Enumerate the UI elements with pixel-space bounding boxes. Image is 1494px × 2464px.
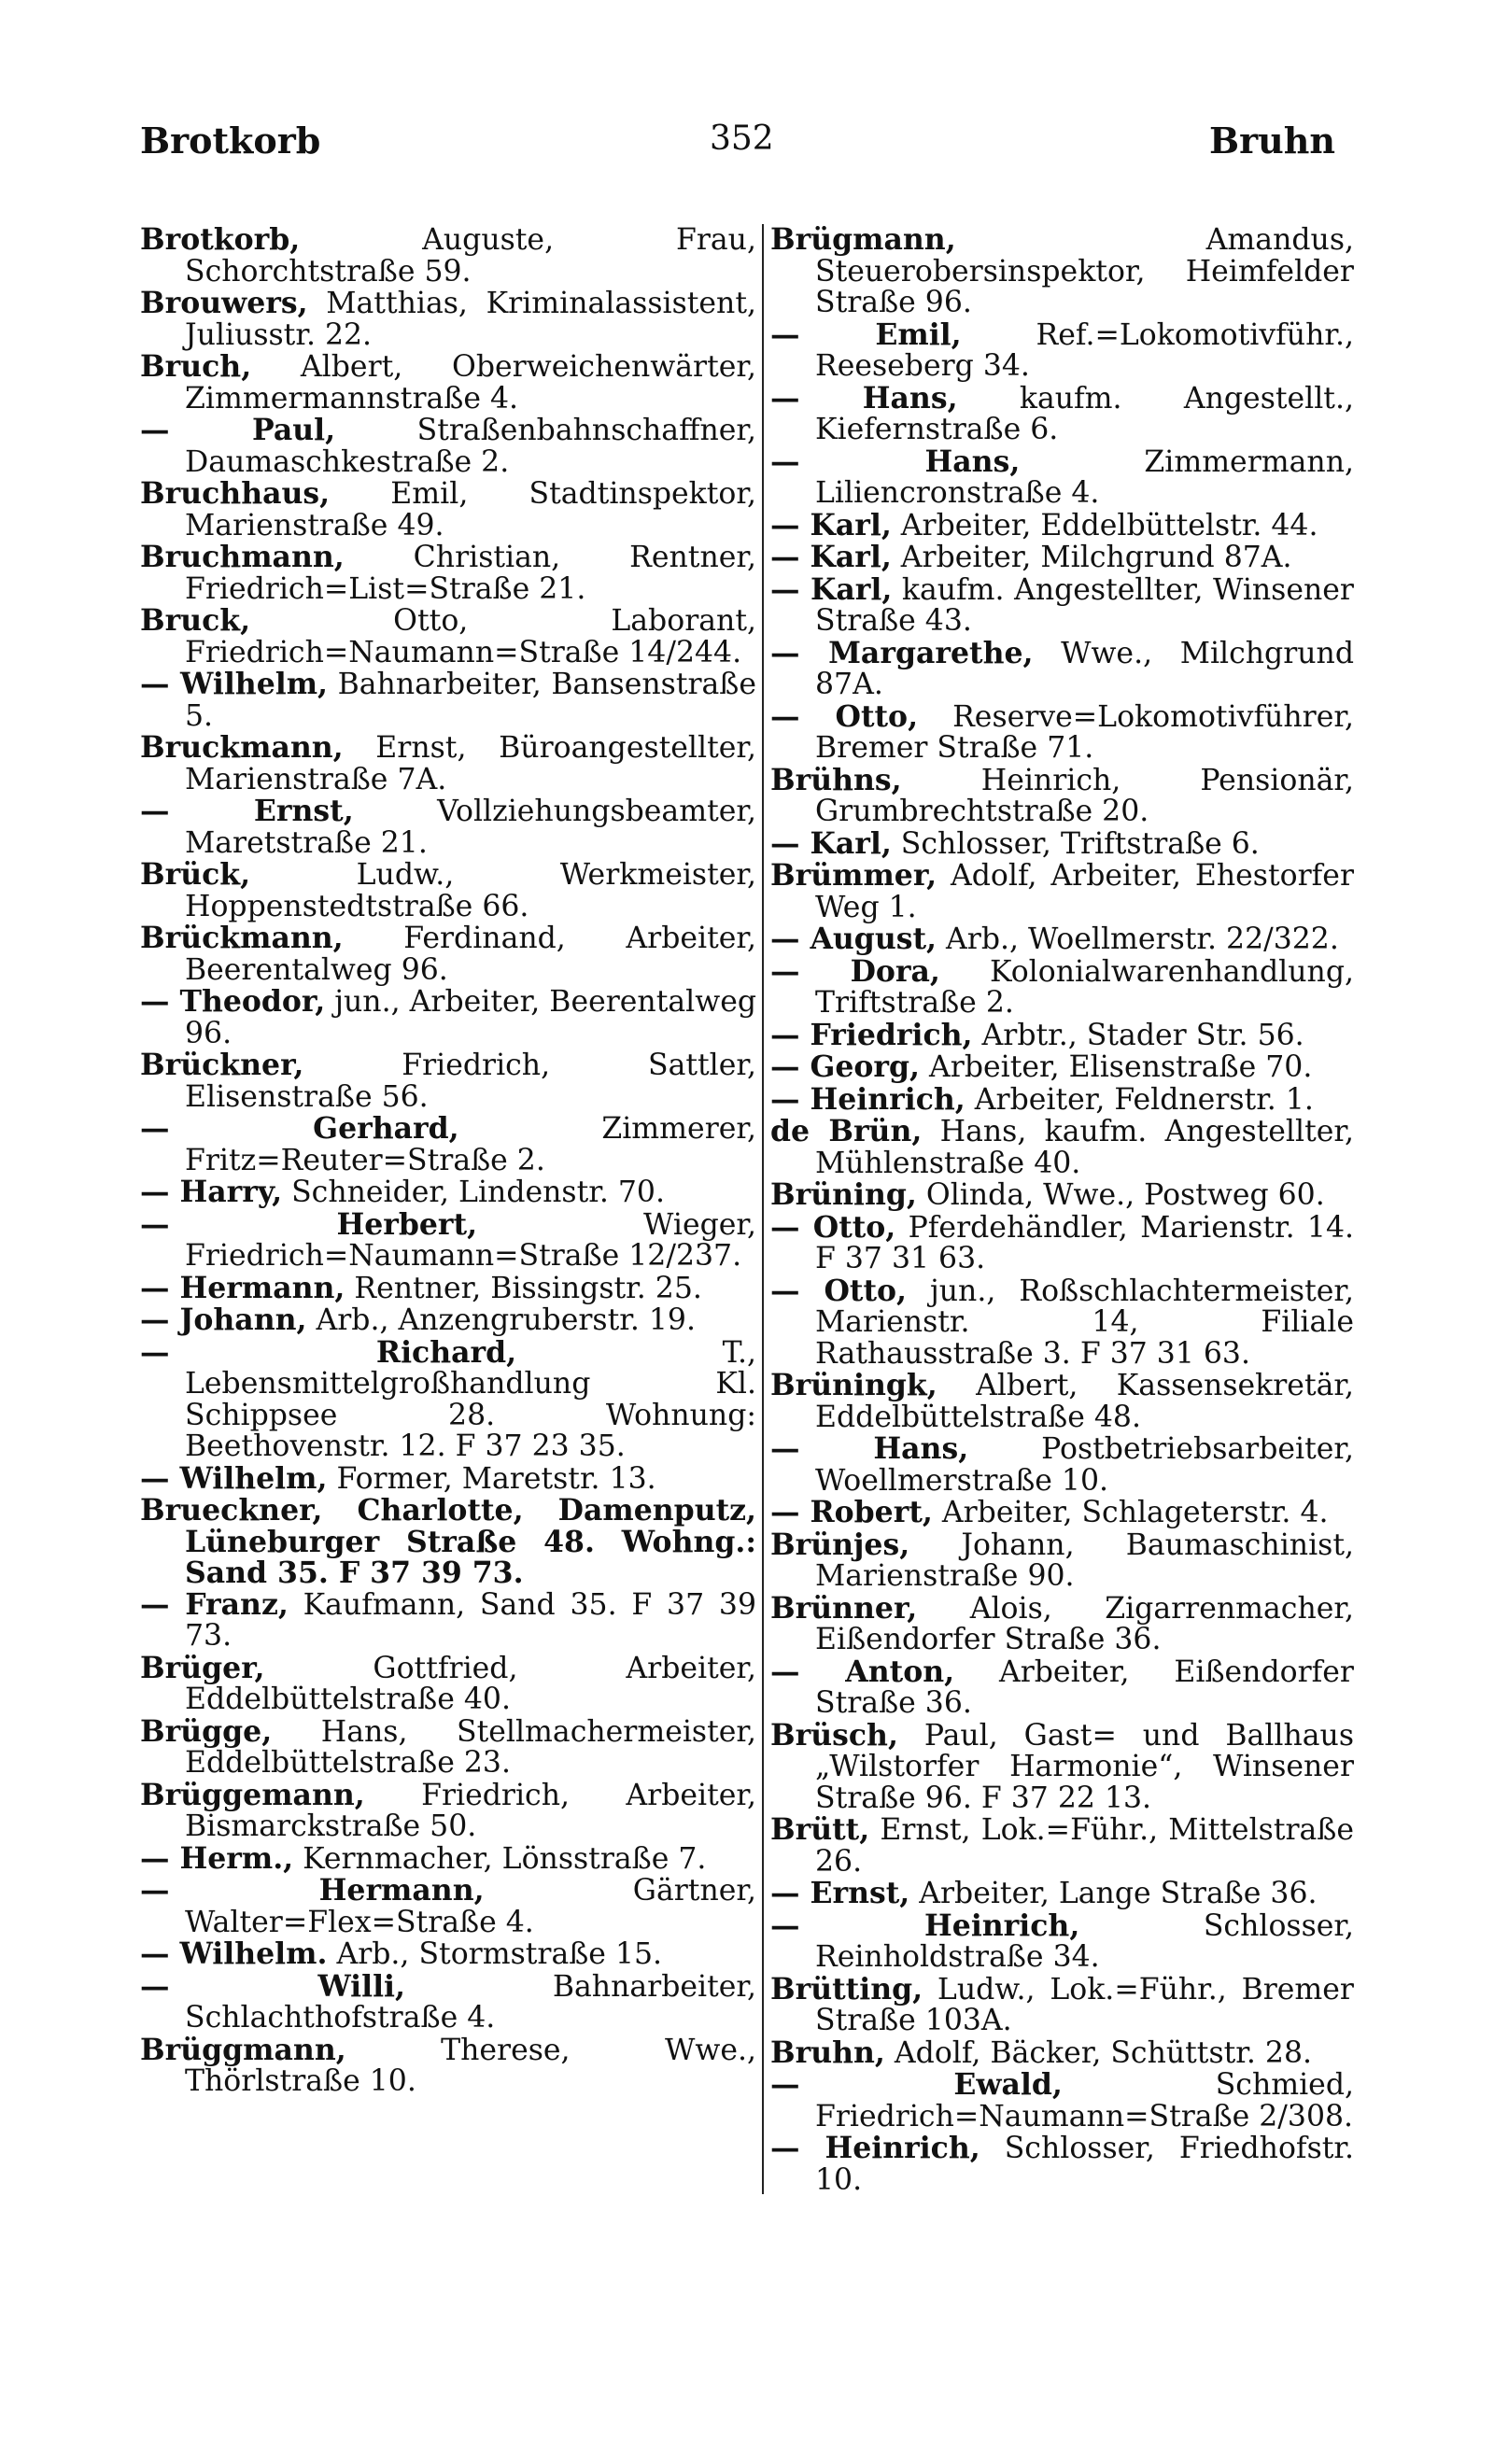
directory-entry	[770, 1051, 1354, 1084]
directory-entry	[140, 478, 756, 542]
entry-details: Arbeiter, Eißendorfer Straße 36.	[815, 1654, 1354, 1720]
directory-entry	[770, 1529, 1354, 1593]
directory-entry	[770, 762, 1354, 828]
entry-details: Olinda, Wwe., Postweg 60.	[916, 1178, 1325, 1212]
directory-entry	[770, 1081, 1354, 1117]
entry-details: Vollziehungsbeamter, Maretstraße 21.	[185, 795, 756, 860]
entry-details: Paul, Gast= und Ballhaus „Wilstorfer Harmonie“, Winsener Straße 96. F 37 22 13.	[815, 1718, 1354, 1815]
entry-details: Arbeiter, Milchgrund 87A.	[891, 541, 1292, 574]
directory-entry	[140, 796, 756, 859]
entry-details: Ferdinand, Arbeiter, Beerentalweg 96.	[185, 922, 756, 987]
directory-entry	[140, 669, 756, 732]
entry-details: Arbeiter, Lange Straße 36.	[909, 1877, 1318, 1910]
entry-details: Kaufmann, Sand 35. F 37 39 73.	[185, 1587, 756, 1653]
column-divider	[762, 224, 764, 2194]
entry-name: — Theodor,	[140, 984, 326, 1019]
entry-name: Brühns,	[770, 762, 902, 797]
entry-name: — Otto,	[770, 698, 919, 734]
entry-name: — Ewald,	[770, 2067, 1063, 2102]
entry-details: Amandus, Steuerobersinspektor, Heimfelder Straße 96.	[815, 224, 1354, 319]
entry-details: Hans, kaufm. Angestellter, Mühlenstraße 40.	[815, 1115, 1354, 1180]
entry-name: — Hans,	[770, 1431, 969, 1466]
entry-details: Bahnarbeiter, Bansenstraße 5.	[185, 668, 756, 733]
entry-name: — Hermann,	[140, 1873, 485, 1908]
directory-entry	[140, 1334, 756, 1463]
entry-details: Former, Maretstr. 13.	[327, 1461, 656, 1496]
entry-name: — Hermann,	[140, 1270, 345, 1305]
directory-entry	[770, 507, 1354, 542]
entry-details: Postbetriebsarbeiter, Woellmerstraße 10.	[815, 1432, 1354, 1498]
entry-name: — Hans,	[770, 444, 1021, 479]
entry-name: — Robert,	[770, 1495, 933, 1529]
entry-name: Brügge,	[140, 1713, 273, 1749]
entry-name: Brüger,	[140, 1650, 265, 1685]
directory-entry	[140, 1713, 756, 1780]
entry-name: Bruckmann,	[140, 730, 344, 765]
entry-details: Schlosser, Reinholdstraße 34.	[815, 1908, 1354, 1974]
entry-name: — Franz,	[140, 1586, 289, 1622]
entry-name: Brouwers,	[140, 286, 308, 320]
directory-entry	[140, 1968, 756, 2035]
entry-details: Johann, Baumaschinist, Marienstraße 90.	[815, 1528, 1354, 1593]
directory-entry	[140, 351, 756, 415]
entry-details: Ernst, Büroangestellter, Marienstraße 7A.	[185, 731, 756, 796]
page-header	[140, 120, 1335, 185]
entry-name: Brümmer,	[770, 858, 937, 893]
directory-entry	[770, 2133, 1354, 2196]
directory-entry	[770, 1971, 1354, 2037]
entry-name: Bruck,	[140, 603, 251, 638]
entry-details: Pferdehändler, Marienstr. 14. F 37 31 63.	[815, 1210, 1354, 1275]
entry-name: — Karl,	[770, 825, 892, 861]
entry-name: — Otto,	[770, 1209, 896, 1245]
entry-name: Brütting,	[770, 1971, 923, 2006]
entry-details: Kolonialwarenhandlung, Triftstraße 2.	[815, 954, 1354, 1020]
entry-name: Brück,	[140, 857, 251, 892]
entry-name: Bruch,	[140, 349, 252, 384]
entry-name: — Anton,	[770, 1654, 955, 1689]
directory-entry	[770, 635, 1354, 701]
directory-entry	[140, 288, 756, 351]
directory-entry	[140, 1270, 756, 1305]
directory-entry	[140, 1113, 756, 1176]
entry-details: Schneider, Lindenstr. 70.	[282, 1176, 665, 1209]
entry-name: Brotkorb,	[140, 224, 301, 257]
directory-entry	[770, 698, 1354, 765]
directory-entry	[770, 953, 1354, 1020]
entry-name: Bruchmann,	[140, 540, 345, 574]
directory-entry	[770, 825, 1354, 861]
entry-details: Alois, Zigarrenmacher, Eißendorfer Straße 36.	[815, 1591, 1354, 1656]
entry-details: Gärtner, Walter=Flex=Straße 4.	[185, 1874, 756, 1939]
directory-entry	[770, 860, 1354, 923]
entry-details: kaufm. Angestellter, Winsener Straße 43.	[815, 572, 1354, 638]
entry-details: Arb., Woellmerstr. 22/322.	[937, 922, 1339, 956]
directory-entry	[770, 1209, 1354, 1275]
entry-details: Ref.=Lokomotivführ., Reeseberg 34.	[815, 317, 1354, 383]
entry-details: Heinrich, Pensionär, Grumbrechtstraße 20.	[815, 763, 1354, 828]
entry-name: Brüningk,	[770, 1368, 937, 1402]
directory-entry	[770, 2069, 1354, 2133]
entry-details: Schlosser, Triftstraße 6.	[891, 826, 1260, 861]
directory-entry	[140, 1777, 756, 1843]
directory-entry	[140, 224, 756, 288]
entry-details: Otto, Laborant, Friedrich=Naumann=Straße 14/244.	[185, 604, 756, 669]
running-head-right: Bruhn	[1208, 120, 1335, 162]
entry-details: Arbeiter, Eddelbüttelstr. 44.	[891, 508, 1318, 542]
page-number: 352	[710, 120, 774, 158]
entry-name: de Brün,	[770, 1114, 923, 1148]
entry-name: — Friedrich,	[770, 1017, 973, 1052]
entry-name: — Willi,	[140, 1968, 405, 2004]
entry-name: — Wilhelm,	[140, 1460, 328, 1496]
entry-name: — Heinrich,	[770, 1081, 965, 1117]
entry-name: — Georg,	[770, 1049, 921, 1084]
entry-details: Friedrich, Sattler, Elisenstraße 56.	[185, 1049, 756, 1114]
entry-details: Rentner, Bissingstr. 25.	[345, 1271, 702, 1305]
entry-name: — Margarethe,	[770, 635, 1034, 670]
entry-details: Hans, Stellmachermeister, Eddelbüttelstraße 23.	[185, 1714, 756, 1780]
directory-entry	[770, 1814, 1354, 1878]
entry-name: — Heinrich,	[770, 1908, 1080, 1943]
entry-name: — Wilhelm,	[140, 667, 329, 701]
entry-details: Adolf, Arbeiter, Ehestorfer Weg 1.	[815, 859, 1354, 924]
entry-details: Auguste, Frau, Schorchtstraße 59.	[185, 224, 756, 289]
directory-entry	[140, 1840, 756, 1876]
entry-details: Albert, Kassensekretär, Eddelbüttelstraße 48.	[815, 1369, 1354, 1434]
entry-name: Brütt,	[770, 1812, 870, 1847]
directory-entry	[140, 986, 756, 1049]
entry-details: Therese, Wwe., Thörlstraße 10.	[185, 2033, 756, 2098]
directory-entry	[770, 571, 1354, 638]
directory-entry	[770, 1878, 1354, 1910]
entry-details: Wieger, Friedrich=Naumann=Straße 12/237.	[185, 1207, 756, 1273]
directory-entry	[770, 1017, 1354, 1052]
directory-entry	[770, 1656, 1354, 1720]
directory-entry	[770, 319, 1354, 383]
directory-entry	[140, 1049, 756, 1113]
directory-entry	[770, 1179, 1354, 1212]
entry-details: Schmied, Friedrich=Naumann=Straße 2/308.	[815, 2068, 1354, 2133]
entry-name: — Herbert,	[140, 1206, 478, 1242]
entry-details: Zimmermann, Liliencronstraße 4.	[815, 444, 1354, 510]
entry-details: Schlosser, Friedhofstr. 10.	[815, 2132, 1354, 2196]
entry-details: Friedrich, Arbeiter, Bismarckstraße 50.	[185, 1778, 756, 1843]
entry-details: Albert, Oberweichenwärter, Zimmermannstraße 4.	[185, 350, 756, 415]
directory-entry	[140, 732, 756, 796]
entry-details: Straßenbahnschaffner, Daumaschkestraße 2.	[185, 414, 756, 479]
directory-entry	[140, 922, 756, 986]
entry-details: Christian, Rentner, Friedrich=List=Straße 21.	[185, 541, 756, 606]
directory-entry	[770, 1275, 1354, 1371]
directory-entry	[770, 446, 1354, 510]
entry-details: Sand 35. F 37 39 73.	[185, 1556, 524, 1590]
entry-details: Reserve=Lokomotivführer, Bremer Straße 71.	[815, 699, 1354, 765]
entry-details: Arb., Anzengruberstr. 19.	[306, 1303, 696, 1337]
directory-entry	[770, 380, 1354, 446]
entry-name: — Dora,	[770, 953, 940, 989]
directory-entry	[140, 1495, 756, 1589]
entry-details: Arbtr., Stader Str. 56.	[972, 1018, 1304, 1052]
directory-entry	[140, 1586, 756, 1653]
directory-entry	[770, 1590, 1354, 1656]
entry-name: — Karl,	[770, 507, 892, 542]
directory-entry	[140, 1875, 756, 1938]
entry-details: Arb., Stormstraße 15.	[327, 1937, 663, 1971]
entry-name: — August,	[770, 922, 937, 956]
directory-entry	[140, 2032, 756, 2098]
entry-name: — Karl,	[770, 540, 892, 574]
entry-details: Wwe., Milchgrund 87A.	[815, 636, 1354, 701]
entry-details: Bahnarbeiter, Schlachthofstraße 4.	[185, 1969, 756, 2035]
entry-name: — Karl,	[770, 571, 893, 607]
directory-entry	[770, 2037, 1354, 2070]
entry-details: Emil, Stadtinspektor, Marienstraße 49.	[185, 477, 756, 542]
directory-entry	[770, 1717, 1354, 1815]
entry-details: jun., Arbeiter, Beerentalweg 96.	[185, 985, 756, 1050]
left-column	[140, 224, 756, 2098]
entry-details: kaufm. Angestellt., Kiefernstraße 6.	[815, 381, 1354, 446]
entry-name: — Wilhelm.	[140, 1936, 328, 1971]
directory-entry	[140, 1206, 756, 1273]
entry-details: jun., Roßschlachtermeister, Marienstr. 14, Filiale Rathausstraße 3. F 37 31 63.	[815, 1274, 1354, 1371]
directory-entry	[140, 859, 756, 922]
running-head-left: Brotkorb	[140, 120, 321, 162]
entry-details: Arbeiter, Schlageterstr. 4.	[932, 1496, 1329, 1529]
entry-name: — Harry,	[140, 1175, 283, 1209]
entry-details: T., Lebensmittelgroßhandlung Kl. Schippsee 28. Wohnung: Beethovenstr. 12. F 37 23 35.	[185, 1335, 756, 1463]
entry-details: Zimmerer, Fritz=Reuter=Straße 2.	[185, 1112, 756, 1177]
directory-entry	[770, 1370, 1354, 1433]
entry-name: Brüsch,	[770, 1717, 898, 1753]
entry-name: Bruchhaus,	[140, 476, 331, 511]
directory-entry	[770, 224, 1354, 319]
directory-entry	[140, 1176, 756, 1209]
entry-name: — Herm.,	[140, 1840, 294, 1876]
entry-details: Arbeiter, Elisenstraße 70.	[920, 1050, 1313, 1084]
entry-name: — Johann,	[140, 1302, 307, 1337]
entry-name: — Otto,	[770, 1273, 907, 1308]
directory-entry	[140, 1938, 756, 1971]
directory-entry	[770, 1433, 1354, 1497]
directory-entry	[140, 415, 756, 478]
directory-entry	[770, 1497, 1354, 1529]
directory-entry	[140, 1304, 756, 1337]
entry-name: — Ernst,	[140, 794, 354, 828]
entry-name: Brügmann,	[770, 224, 956, 257]
entry-details: Ernst, Lok.=Führ., Mittelstraße 26.	[815, 1813, 1354, 1879]
directory-entry	[770, 1116, 1354, 1179]
entry-details: Ludw., Lok.=Führ., Bremer Straße 103A.	[815, 1972, 1354, 2037]
directory-entry	[770, 923, 1354, 956]
entry-name: — Heinrich,	[770, 2131, 980, 2165]
entry-name: Brüggemann,	[140, 1777, 365, 1812]
directory-entry	[140, 1460, 756, 1496]
directory-entry	[140, 1650, 756, 1716]
entry-details: Arbeiter, Feldnerstr. 1.	[965, 1082, 1314, 1117]
entry-name: Bruhn,	[770, 2035, 885, 2070]
entry-name: — Hans,	[770, 380, 958, 415]
entry-name: Brüning,	[770, 1177, 917, 1212]
entry-name: Brückner,	[140, 1048, 304, 1082]
directory-entry	[140, 542, 756, 605]
entry-details: Matthias, Kriminalassistent, Juliusstr. 22.	[185, 287, 756, 352]
entry-name: Brünjes,	[770, 1527, 910, 1562]
entry-name: Brueckner, Charlotte, Damenputz, Lüneburger Straße 48. Wohng.:	[140, 1493, 756, 1559]
entry-name: — Richard,	[140, 1334, 517, 1370]
entry-details: Kernmacher, Lönsstraße 7.	[293, 1841, 707, 1876]
entry-details: Adolf, Bäcker, Schüttstr. 28.	[884, 2035, 1313, 2070]
directory-entry	[770, 542, 1354, 574]
entry-name: Brüggmann,	[140, 2032, 346, 2067]
entry-name: — Ernst,	[770, 1876, 910, 1910]
entry-details: Gottfried, Arbeiter, Eddelbüttelstraße 40.	[185, 1651, 756, 1716]
entry-name: — Gerhard,	[140, 1111, 459, 1146]
right-column	[770, 224, 1354, 2196]
entry-name: — Paul,	[140, 413, 336, 447]
directory-entry	[770, 1910, 1354, 1974]
entry-name: Brückmann,	[140, 921, 344, 955]
entry-name: Brünner,	[770, 1590, 918, 1626]
entry-name: — Emil,	[770, 317, 962, 352]
entry-details: Ludw., Werkmeister, Hoppenstedtstraße 66.	[185, 858, 756, 923]
directory-entry	[140, 605, 756, 669]
